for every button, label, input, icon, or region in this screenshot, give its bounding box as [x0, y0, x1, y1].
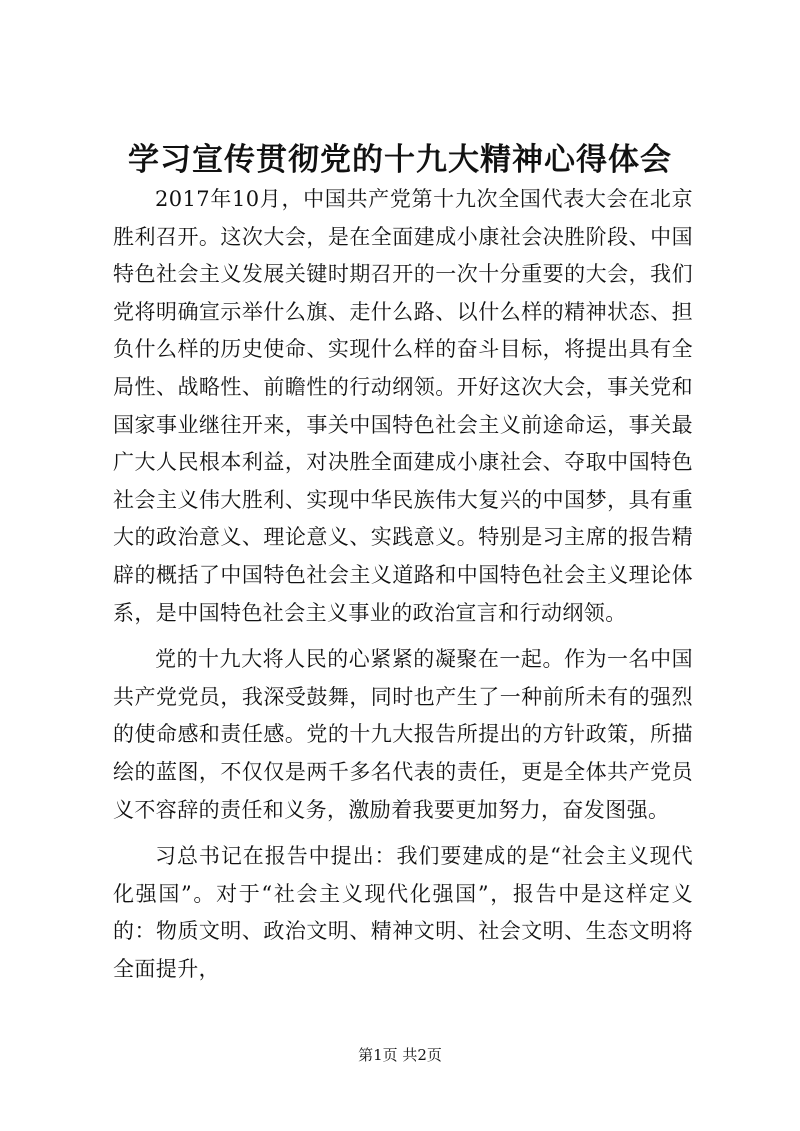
page-footer: 第1页 共2页 [358, 1046, 442, 1064]
document-body [113, 181, 693, 988]
paragraph-3: 习总书记在报告中提出：我们要建成的是“社会主义现代化强国”。对于“社会主义现代化强国”，报告中是这样定义的：物质文明、政治文明、精神文明、社会文明、生态文明将全面提升， [113, 844, 693, 981]
paragraph-2: 党的十九大将人民的心紧紧的凝聚在一起。作为一名中国共产党党员，我深受鼓舞，同时也产生了一种前所未有的强烈的使命感和责任感。党的十九大报告所提出的方针政策，所描绘的蓝图，不仅仅是两千多名代表的责任，更是全体共产党员义不容辞的责任和义务，激励着我要更加努力，奋发图强。 [113, 647, 693, 822]
paragraph-1: 2017年10月，中国共产党第十九次全国代表大会在北京胜利召开。这次大会，是在全面建成小康社会决胜阶段、中国特色社会主义发展关键时期召开的一次十分重要的大会，我们党将明确宣示举什么旗、走什么路、以什么样的精神状态、担负什么样的历史使命、实现什么样的奋斗目标，将提出具有全局性、战略性、前瞻性的行动纲领。开好这次大会，事关党和国家事业继往开来，事关中国特色社会主义前途命运，事关最广大人民根本利益，对决胜全面建成小康社会、夺取中国特色社会主义伟大胜利、实现中华民族伟大复兴的中国梦，具有重大的政治意义、理论意义、实践意义。特别是习主席的报告精辟的概括了中国特色社会主义道路和中国特色社会主义理论体系，是中国特色社会主义事业的政治宣言和行动纲领。 [113, 187, 693, 625]
document-title: 学习宣传贯彻党的十九大精神心得体会 [128, 142, 672, 178]
